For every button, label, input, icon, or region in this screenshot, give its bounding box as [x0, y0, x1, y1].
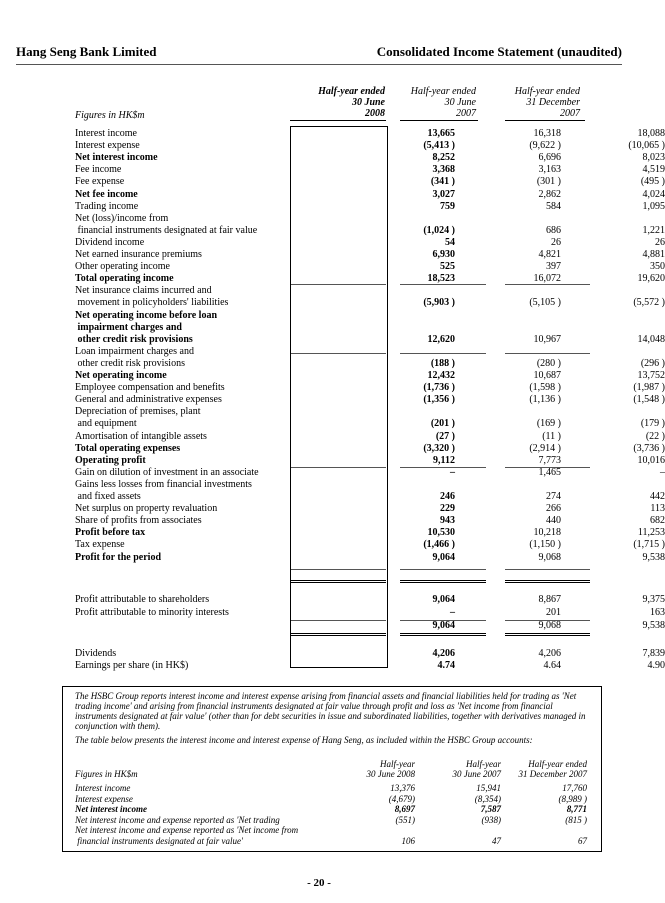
value-dec-2007: (3,736 ) [633, 442, 665, 454]
value-jun-2007: 3,163 [538, 164, 561, 176]
value-2008: (1,736 ) [423, 382, 455, 394]
note-cell-label: financial instruments designated at fair value' [75, 835, 243, 846]
row-label: Employee compensation and benefits [75, 382, 225, 394]
note-row [75, 794, 591, 804]
row-label: movement in policyholders' liabilities [75, 297, 229, 309]
row-label: Earnings per share (in HK$) [75, 660, 189, 671]
row-label: Total operating expenses [75, 442, 181, 454]
row-label: Share of profits from associates [75, 515, 202, 527]
value-2008: (5,903 ) [423, 297, 455, 309]
value-jun-2007: 16,072 [533, 273, 561, 285]
value-2008: (341 ) [430, 176, 455, 188]
note-cell-n3: (815 ) [565, 814, 587, 825]
value-2008: 229 [440, 503, 455, 515]
note-paragraph-2: The table below presents the interest income and interest expense of Hang Seng, as included within the HSBC Group accounts: [75, 735, 533, 745]
value-dec-2007: (5,572 ) [633, 297, 665, 309]
row-label: impairment charges and [75, 321, 182, 333]
value-dec-2007: 1,095 [642, 200, 665, 212]
value-2008: 525 [440, 261, 455, 273]
value-2008: 6,930 [432, 249, 455, 260]
value-2008: (1,024 ) [423, 224, 455, 236]
value-2008: 9,064 [432, 620, 455, 631]
col-rule-2 [400, 120, 478, 121]
note-row [75, 815, 591, 825]
value-2008: (201 ) [430, 418, 455, 430]
value-2008: 54 [445, 236, 455, 248]
row-label: Net operating income [75, 370, 167, 381]
value-jun-2007: (1,598 ) [529, 382, 561, 394]
row-label: Interest expense [75, 140, 140, 152]
value-jun-2007: 9,068 [538, 551, 561, 563]
value-jun-2007: (5,105 ) [529, 297, 561, 309]
note-cell-label: Net interest income [75, 804, 147, 814]
value-dec-2007: 350 [650, 261, 665, 273]
row-label: Net (loss)/income from [75, 212, 169, 224]
value-jun-2007: 1,465 [538, 466, 561, 478]
total-rule [400, 353, 486, 354]
row-label: Total operating income [75, 273, 174, 285]
value-jun-2007: (2,914 ) [529, 442, 561, 454]
total-rule [505, 580, 590, 583]
total-rule [400, 569, 486, 570]
value-2008: 759 [440, 200, 455, 212]
value-2008: – [450, 466, 455, 478]
value-2008: 9,064 [432, 551, 455, 563]
value-2008: (5,413 ) [423, 140, 455, 152]
value-2008: 246 [440, 491, 455, 502]
row-label: Trading income [75, 200, 139, 212]
value-dec-2007: (1,715 ) [633, 539, 665, 551]
value-2008: 12,432 [427, 370, 455, 381]
total-rule [400, 284, 486, 285]
row-label: Operating profit [75, 454, 146, 466]
note-row [75, 804, 591, 814]
total-rule [505, 467, 590, 468]
row-label: Dividends [75, 648, 117, 659]
value-jun-2007: 8,867 [538, 594, 561, 605]
value-dec-2007: (10,065 ) [628, 140, 665, 152]
note-cell-n1: 106 [401, 835, 415, 846]
value-dec-2007: 113 [650, 503, 665, 515]
row-label: Profit before tax [75, 527, 146, 539]
note-cell-n3: (8,989 ) [558, 793, 587, 804]
total-rule [505, 620, 590, 621]
note-cell-n1: (4,679) [388, 793, 415, 804]
value-2008: 943 [440, 515, 455, 527]
total-rule [400, 580, 486, 583]
col-rule-3 [505, 120, 585, 121]
row-label: Fee income [75, 164, 122, 176]
note-row [75, 836, 591, 846]
note-cell-n3: 17,760 [562, 783, 587, 793]
note-cell-n2: 7,587 [480, 804, 501, 814]
value-jun-2007: 440 [546, 515, 561, 527]
value-dec-2007: (1,548 ) [633, 394, 665, 406]
row-label: Dividend income [75, 236, 145, 248]
value-jun-2007: (169 ) [536, 418, 561, 430]
row-label: and fixed assets [75, 491, 141, 502]
value-2008: – [450, 607, 455, 618]
value-jun-2007: 4,821 [538, 249, 561, 260]
note-cell-n3: 8,771 [566, 804, 587, 814]
value-2008: 8,252 [432, 152, 455, 164]
note-cell-n3: 67 [578, 835, 587, 846]
value-dec-2007: 7,839 [642, 648, 665, 659]
row-label: Gain on dilution of investment in an associate [75, 466, 259, 478]
total-rule [400, 620, 486, 621]
note-row [75, 783, 591, 793]
value-2008: 9,112 [433, 454, 455, 466]
value-2008: (1,356 ) [423, 394, 455, 406]
note-header-row-1: Half-year Half-year Half-year ended [380, 759, 587, 769]
note-cell-n2: (8,354) [474, 793, 501, 804]
note-cell-n2: 15,941 [476, 783, 501, 793]
row-label: Tax expense [75, 539, 125, 551]
value-2008: 4.74 [437, 660, 455, 671]
figures-label: Figures in HK$m [75, 110, 145, 121]
value-2008: 10,530 [427, 527, 455, 539]
col-header-dec-2007: Half-year ended 31 December 2007 [514, 86, 580, 119]
row-label: Gains less losses from financial investments [75, 478, 252, 490]
value-2008: (27 ) [435, 430, 455, 442]
row-label: Profit attributable to shareholders [75, 594, 210, 605]
row-label: Amortisation of intangible assets [75, 430, 207, 442]
total-rule [505, 633, 590, 636]
value-jun-2007: 274 [546, 491, 561, 502]
row-label: Loan impairment charges and [75, 345, 194, 357]
value-jun-2007: (301 ) [536, 176, 561, 188]
row-label: Net surplus on property revaluation [75, 503, 218, 515]
total-rule [505, 353, 590, 354]
value-dec-2007: 4,519 [642, 164, 665, 176]
row-label: Interest income [75, 128, 137, 139]
value-jun-2007: (9,622 ) [529, 140, 561, 152]
total-rule [400, 467, 486, 468]
value-jun-2007: 10,967 [533, 333, 561, 345]
value-2008: 18,523 [427, 273, 455, 285]
highlight-2008-column [290, 126, 388, 668]
value-dec-2007: 26 [655, 236, 665, 248]
value-2008: (188 ) [430, 357, 455, 369]
value-2008: (1,466 ) [423, 539, 455, 551]
row-label: Net earned insurance premiums [75, 249, 202, 260]
row-label: and equipment [75, 418, 137, 430]
value-2008: 4,206 [432, 648, 455, 659]
value-2008: (3,320 ) [423, 442, 455, 454]
value-dec-2007: (22 ) [645, 430, 665, 442]
value-dec-2007: (495 ) [640, 176, 665, 188]
value-jun-2007: 2,862 [538, 188, 561, 200]
note-cell-label: Interest income [75, 783, 131, 793]
row-label: Depreciation of premises, plant [75, 406, 201, 418]
value-jun-2007: 6,696 [538, 152, 561, 164]
value-2008: 9,064 [432, 594, 455, 605]
row-label: Net fee income [75, 188, 138, 200]
value-dec-2007: 9,538 [642, 620, 665, 631]
row-label: Net interest income [75, 152, 158, 164]
value-jun-2007: 266 [546, 503, 561, 515]
value-jun-2007: 16,318 [533, 128, 561, 139]
note-cell-n1: 8,697 [394, 804, 415, 814]
col-header-jun-2007: Half-year ended 30 June 2007 [410, 86, 476, 119]
total-rule [400, 633, 486, 636]
value-dec-2007: (1,987 ) [633, 382, 665, 394]
value-dec-2007: 4.90 [647, 660, 665, 671]
value-dec-2007: 10,016 [637, 454, 665, 466]
row-label: Net operating income before loan [75, 309, 218, 321]
value-2008: 3,368 [432, 164, 455, 176]
value-dec-2007: 11,253 [637, 527, 665, 539]
row-label: financial instruments designated at fair value [75, 224, 258, 236]
note-cell-n2: (938) [481, 814, 501, 825]
note-cell-n1: (551) [395, 814, 415, 825]
header-rule [16, 64, 622, 65]
note-header-row-2: Figures in HK$m 30 June 2008 30 June 2007 31 December 2007 [75, 769, 587, 779]
value-2008: 12,620 [427, 333, 455, 345]
value-jun-2007: 7,773 [538, 454, 561, 466]
value-dec-2007: 19,620 [637, 273, 665, 285]
value-jun-2007: 9,068 [538, 620, 561, 631]
value-dec-2007: 442 [650, 491, 665, 502]
row-label: Other operating income [75, 261, 170, 273]
row-label: Profit for the period [75, 551, 162, 563]
row-label: Fee expense [75, 176, 125, 188]
value-dec-2007: 682 [650, 515, 665, 527]
col-rule-1 [290, 120, 386, 121]
note-cell-n2: 47 [492, 835, 501, 846]
value-jun-2007: 201 [546, 607, 561, 618]
value-jun-2007: (1,136 ) [529, 394, 561, 406]
value-dec-2007: 1,221 [642, 224, 665, 236]
total-rule [505, 284, 590, 285]
value-dec-2007: 4,881 [642, 249, 665, 260]
row-label: Net insurance claims incurred and [75, 285, 212, 297]
value-dec-2007: 18,088 [637, 128, 665, 139]
note-cell-label: Interest expense [75, 793, 133, 804]
value-jun-2007: (11 ) [542, 430, 561, 442]
row-label: other credit risk provisions [75, 357, 185, 369]
value-2008: 3,027 [432, 188, 455, 200]
value-jun-2007: 4.64 [543, 660, 561, 671]
note-cell-label: Net interest income and expense reported as 'Net income from [75, 825, 299, 835]
total-rule [505, 569, 590, 570]
value-jun-2007: 26 [551, 236, 561, 248]
value-dec-2007: 8,023 [642, 152, 665, 164]
value-jun-2007: 10,687 [533, 370, 561, 381]
value-jun-2007: (280 ) [536, 357, 561, 369]
value-jun-2007: 397 [546, 261, 561, 273]
row-label: other credit risk provisions [75, 333, 193, 345]
value-dec-2007: (179 ) [640, 418, 665, 430]
value-dec-2007: 14,048 [637, 333, 665, 345]
note-paragraph-1: The HSBC Group reports interest income and interest expense arising from financial assets and financial liabilities held for trading as 'Net trading income' and arising from financial instruments designated at fair value through profit and loss as 'Net income from financial instruments designated at fair value' (other than for debt securities in issue and subordinated liabilities, together with derivatives managed in conjunction with them). [75, 691, 586, 731]
company-name: Hang Seng Bank Limited [16, 44, 157, 59]
hsbc-note-box [62, 686, 602, 852]
col-header-2008: Half-year ended 30 June 2008 [318, 86, 385, 119]
value-jun-2007: (1,150 ) [529, 539, 561, 551]
row-label: General and administrative expenses [75, 394, 222, 406]
statement-title: Consolidated Income Statement (unaudited) [376, 44, 622, 59]
value-dec-2007: 163 [650, 607, 665, 618]
value-dec-2007: – [660, 466, 665, 478]
note-cell-n1: 13,376 [390, 783, 415, 793]
value-dec-2007: 9,375 [642, 594, 665, 605]
note-cell-label: Net interest income and expense reported as 'Net trading [75, 814, 280, 825]
value-jun-2007: 10,218 [533, 527, 561, 539]
note-row [75, 825, 591, 835]
row-label: Profit attributable to minority interests [75, 607, 229, 618]
value-dec-2007: 9,538 [642, 551, 665, 563]
value-dec-2007: 13,752 [637, 370, 665, 381]
value-jun-2007: 4,206 [538, 648, 561, 659]
value-2008: 13,665 [427, 128, 455, 139]
value-dec-2007: (296 ) [640, 357, 665, 369]
value-jun-2007: 584 [546, 200, 561, 212]
value-jun-2007: 686 [546, 224, 561, 236]
value-dec-2007: 4,024 [642, 188, 665, 200]
page-number: - 20 - [307, 877, 331, 889]
